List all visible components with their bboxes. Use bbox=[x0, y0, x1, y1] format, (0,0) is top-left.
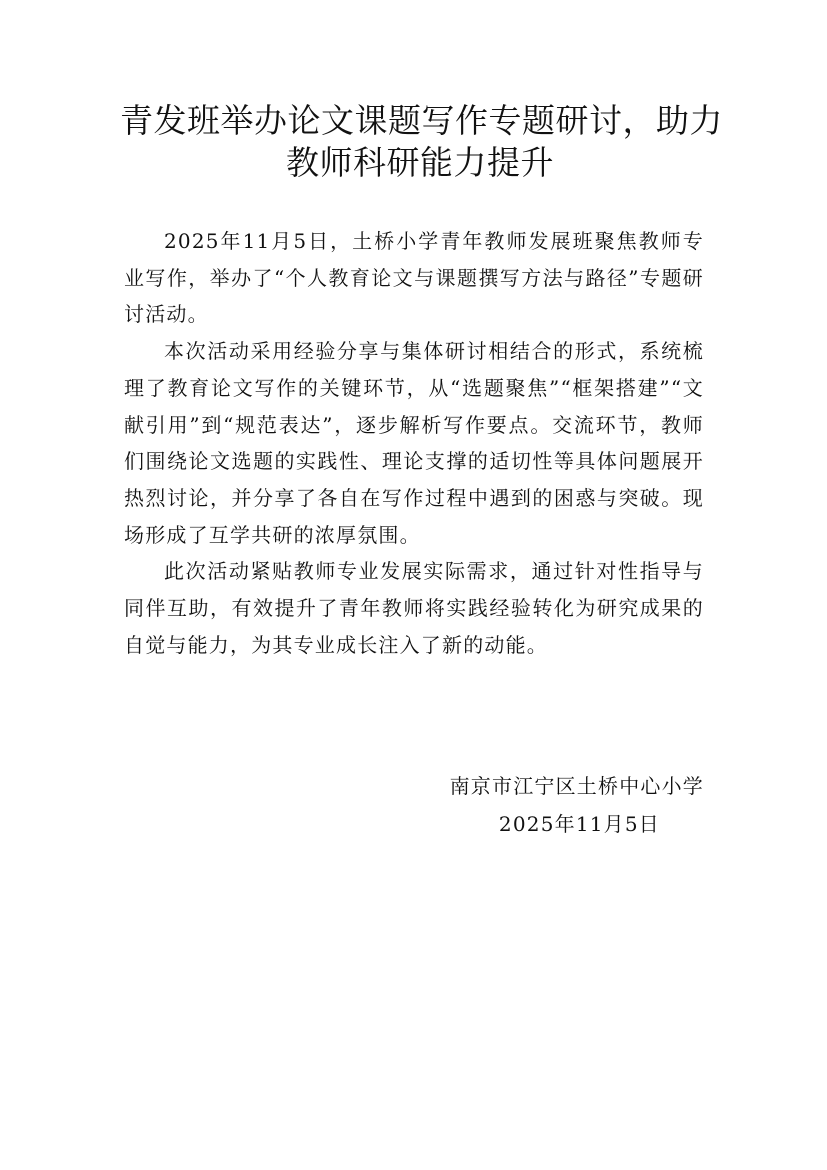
paragraph-3: 此次活动紧贴教师专业发展实际需求，通过针对性指导与同伴互助，有效提升了青年教师将实践经验转化为研究成果的自觉与能力，为其专业成长注入了新的动能。 bbox=[124, 559, 704, 657]
article-body bbox=[124, 223, 704, 663]
document-title bbox=[120, 100, 723, 184]
signature-block bbox=[380, 767, 704, 843]
signature-organization: 南京市江宁区土桥中心小学 bbox=[449, 774, 704, 798]
title-line-2: 教师科研能力提升 bbox=[286, 143, 554, 182]
title-line-1: 青发班举办论文课题写作专题研讨，助力 bbox=[120, 101, 723, 140]
paragraph-2: 本次活动采用经验分享与集体研讨相结合的形式，系统梳理了教育论文写作的关键环节，从“选题聚焦”“框架搭建”“文献引用”到“规范表达”，逐步解析写作要点。交流环节，教师们围绕论文选题的实践性、理论支撑的适切性等具体问题展开热烈讨论，并分享了各自在写作过程中遇到的困惑与突破。现场形成了互学共研的浓厚氛围。 bbox=[124, 339, 704, 547]
signature-date: 2025年11月5日 bbox=[498, 812, 660, 836]
paragraph-1: 2025年11月5日，土桥小学青年教师发展班聚焦教师专业写作，举办了“个人教育论文与课题撰写方法与路径”专题研讨活动。 bbox=[124, 229, 704, 327]
